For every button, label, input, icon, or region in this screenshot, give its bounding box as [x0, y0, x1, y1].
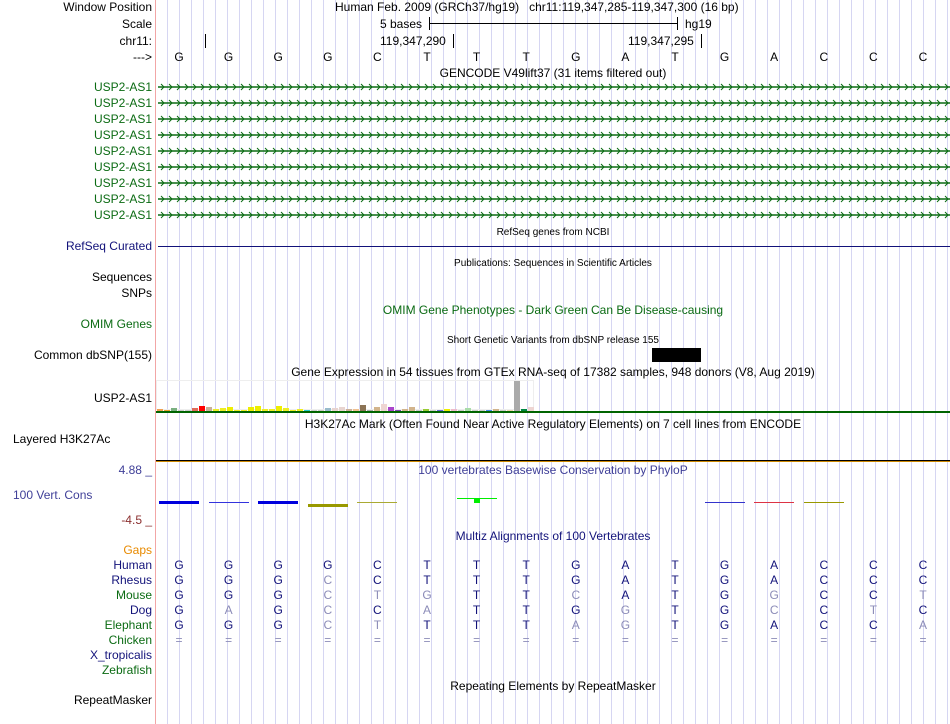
multiz-species-label[interactable]: X_tropicalis: [89, 648, 152, 662]
multiz-base: =: [671, 633, 679, 647]
gencode-transcript[interactable]: [158, 146, 950, 156]
window-position-value: Human Feb. 2009 (GRCh37/hg19) chr11:119,347,285-119,347,300 (16 bp): [335, 0, 739, 14]
repeatmasker-title[interactable]: Repeating Elements by RepeatMasker: [450, 679, 656, 693]
gencode-item-label[interactable]: USP2-AS1: [93, 176, 152, 190]
multiz-base: C: [769, 603, 779, 617]
multiz-base: C: [323, 603, 333, 617]
multiz-base: T: [522, 588, 530, 602]
multiz-base: C: [869, 558, 878, 572]
multiz-base: =: [721, 633, 729, 647]
guide-line: [659, 0, 660, 724]
multiz-base: A: [571, 618, 580, 632]
multiz-base: =: [423, 633, 431, 647]
multiz-base: G: [620, 618, 631, 632]
multiz-base: G: [223, 618, 234, 632]
multiz-base: T: [472, 558, 481, 572]
guide-line: [287, 0, 288, 724]
multiz-base: A: [422, 603, 431, 617]
multiz-base: G: [273, 573, 283, 587]
multiz-base: G: [174, 588, 184, 602]
multiz-base: G: [273, 558, 283, 572]
multiz-base: C: [918, 573, 928, 587]
guide-line: [647, 0, 648, 724]
phylop-score-mark[interactable]: [159, 501, 199, 504]
gtex-plot-frame: [156, 380, 534, 410]
base-letter: C: [373, 50, 382, 64]
phylop-label[interactable]: 100 Vert. Cons: [13, 488, 93, 502]
multiz-base: T: [522, 603, 530, 617]
multiz-base: A: [621, 558, 630, 572]
phylop-title[interactable]: 100 vertebrates Basewise Conservation by PhyloP: [418, 463, 688, 477]
phylop-score-mark[interactable]: [308, 504, 348, 507]
gencode-item-label[interactable]: USP2-AS1: [93, 112, 152, 126]
multiz-base: T: [373, 588, 382, 602]
guide-line: [263, 0, 264, 724]
guide-line: [515, 0, 516, 724]
multiz-base: =: [621, 633, 629, 647]
multiz-base: G: [223, 588, 234, 602]
multiz-base: A: [770, 558, 779, 572]
multiz-base: G: [273, 603, 283, 617]
base-letter: T: [671, 50, 679, 64]
refseq-gene-line[interactable]: [158, 246, 950, 247]
multiz-base: T: [671, 588, 679, 602]
label-divider: [155, 0, 156, 724]
gencode-transcript[interactable]: [158, 130, 950, 140]
guide-line: [791, 0, 792, 724]
multiz-base: C: [918, 603, 928, 617]
multiz-base: G: [571, 558, 581, 572]
multiz-species-label[interactable]: Zebrafish: [101, 663, 152, 677]
multiz-base: G: [719, 558, 730, 572]
guide-line: [311, 0, 312, 724]
base-letter: G: [719, 50, 730, 64]
gtex-tissue-bar[interactable]: [381, 404, 387, 411]
guide-line: [251, 0, 252, 724]
gencode-item-label[interactable]: USP2-AS1: [93, 144, 152, 158]
multiz-base: G: [719, 618, 730, 632]
repeatmasker-label[interactable]: RepeatMasker: [73, 693, 152, 707]
multiz-base: =: [324, 633, 332, 647]
multiz-base: =: [373, 633, 381, 647]
base-letter: C: [869, 50, 878, 64]
coord-tick-290: [453, 34, 454, 48]
multiz-base: C: [869, 573, 878, 587]
guide-line: [407, 0, 408, 724]
publications-label-line2[interactable]: SNPs: [121, 286, 152, 300]
guide-line: [695, 0, 696, 724]
multiz-base: C: [819, 588, 829, 602]
guide-line: [539, 0, 540, 724]
guide-line: [203, 0, 204, 724]
window-position-label: Window Position: [63, 0, 152, 14]
multiz-base: T: [522, 573, 530, 587]
multiz-base: G: [174, 603, 184, 617]
gencode-item-label[interactable]: USP2-AS1: [93, 80, 152, 94]
multiz-base: C: [571, 588, 581, 602]
multiz-base: C: [819, 603, 829, 617]
guide-line: [839, 0, 840, 724]
gtex-label[interactable]: USP2-AS1: [93, 391, 152, 405]
multiz-base: =: [522, 633, 530, 647]
guide-line: [443, 0, 444, 724]
multiz-base: G: [571, 573, 581, 587]
gencode-item-label[interactable]: USP2-AS1: [93, 208, 152, 222]
multiz-base: C: [373, 603, 382, 617]
guide-line: [743, 0, 744, 724]
multiz-base: T: [671, 558, 679, 572]
multiz-base: C: [918, 558, 928, 572]
refseq-label[interactable]: RefSeq Curated: [65, 239, 152, 253]
guide-line: [947, 0, 948, 724]
gencode-transcript[interactable]: [158, 210, 950, 220]
multiz-base: G: [422, 588, 432, 602]
h3k27ac-baseline-color: [156, 461, 950, 462]
multiz-base: G: [571, 603, 581, 617]
phylop-score-mark[interactable]: [754, 502, 794, 503]
gencode-transcript[interactable]: [158, 82, 950, 92]
guide-line: [599, 0, 600, 724]
multiz-base: T: [472, 588, 481, 602]
multiz-base: T: [373, 618, 382, 632]
multiz-base: =: [869, 633, 877, 647]
base-letter: G: [174, 50, 184, 64]
base-letter: A: [770, 50, 779, 64]
scale-bar-right-tick: [677, 17, 678, 30]
scale-label: Scale: [121, 17, 152, 31]
gencode-transcript[interactable]: [158, 98, 950, 108]
coord-tick-285: [205, 34, 206, 48]
gencode-item-label[interactable]: USP2-AS1: [93, 160, 152, 174]
multiz-species-label[interactable]: Chicken: [108, 633, 152, 647]
multiz-base: =: [473, 633, 481, 647]
guide-line: [803, 0, 804, 724]
guide-line: [395, 0, 396, 724]
base-letter: G: [323, 50, 333, 64]
gencode-transcript[interactable]: [158, 114, 950, 124]
guide-line: [683, 0, 684, 724]
gtex-title[interactable]: Gene Expression in 54 tissues from GTEx RNA-seq of 17382 samples, 948 donors (V8, Aug 2019): [291, 365, 815, 379]
dbsnp-title[interactable]: Short Genetic Variants from dbSNP release 155: [447, 335, 659, 346]
gtex-baseline: [156, 411, 950, 413]
dbsnp-label[interactable]: Common dbSNP(155): [33, 348, 152, 362]
multiz-base: T: [423, 618, 431, 632]
multiz-base: C: [323, 588, 333, 602]
phylop-score-mark[interactable]: [705, 502, 745, 503]
guide-line: [611, 0, 612, 724]
phylop-peak-mark[interactable]: [474, 498, 480, 503]
phylop-score-mark[interactable]: [209, 502, 249, 503]
multiz-base: =: [274, 633, 282, 647]
gencode-transcript[interactable]: [158, 162, 950, 172]
scale-assembly: hg19: [685, 17, 712, 31]
multiz-base: A: [770, 618, 779, 632]
multiz-species-label[interactable]: Mouse: [115, 588, 152, 602]
multiz-base: T: [671, 618, 679, 632]
omim-label[interactable]: OMIM Genes: [80, 317, 152, 331]
multiz-base: A: [770, 573, 779, 587]
guide-line: [887, 0, 888, 724]
scale-value: 5 bases: [380, 17, 423, 31]
multiz-base: C: [869, 588, 878, 602]
multiz-base: =: [175, 633, 183, 647]
strand-label: --->: [133, 50, 152, 64]
coord-left: 119,347,290: [380, 34, 446, 48]
base-letter: G: [273, 50, 283, 64]
multiz-base: =: [225, 633, 233, 647]
multiz-base: T: [472, 603, 481, 617]
guide-line: [587, 0, 588, 724]
gencode-transcript[interactable]: [158, 194, 950, 204]
multiz-base: C: [819, 573, 829, 587]
multiz-base: G: [273, 618, 283, 632]
guide-line: [935, 0, 936, 724]
multiz-base: G: [174, 558, 184, 572]
multiz-species-label[interactable]: Rhesus: [111, 573, 152, 587]
base-letter: T: [472, 50, 481, 64]
multiz-base: =: [919, 633, 927, 647]
guide-line: [467, 0, 468, 724]
multiz-base: A: [918, 618, 927, 632]
multiz-base: G: [719, 588, 730, 602]
phylop-min-label: -4.5 _: [121, 513, 152, 527]
dbsnp-variant[interactable]: [652, 348, 701, 362]
multiz-species-label[interactable]: Elephant: [104, 618, 152, 632]
multiz-base: G: [273, 588, 283, 602]
coord-right: 119,347,295: [628, 34, 694, 48]
multiz-base: C: [373, 573, 382, 587]
multiz-base: T: [472, 573, 481, 587]
multiz-base: G: [174, 573, 184, 587]
multiz-base: T: [472, 618, 481, 632]
guide-line: [707, 0, 708, 724]
base-letter: G: [571, 50, 581, 64]
h3k27ac-label[interactable]: Layered H3K27Ac: [13, 432, 111, 446]
gencode-transcript[interactable]: [158, 178, 950, 188]
multiz-base: =: [572, 633, 580, 647]
multiz-base: T: [869, 603, 878, 617]
guide-line: [299, 0, 300, 724]
multiz-base: C: [819, 618, 829, 632]
gencode-item-label[interactable]: USP2-AS1: [93, 96, 152, 110]
base-letter: T: [522, 50, 530, 64]
multiz-base: C: [819, 558, 829, 572]
coord-tick-295: [701, 34, 702, 48]
multiz-base: C: [323, 618, 333, 632]
guide-line: [911, 0, 912, 724]
guide-line: [563, 0, 564, 724]
multiz-base: G: [719, 573, 730, 587]
guide-line: [215, 0, 216, 724]
guide-line: [635, 0, 636, 724]
base-letter: A: [621, 50, 630, 64]
multiz-base: T: [522, 618, 530, 632]
h3k27ac-title[interactable]: H3K27Ac Mark (Often Found Near Active Regulatory Elements) on 7 cell lines from ENCODE: [304, 417, 802, 431]
multiz-title[interactable]: Multiz Alignments of 100 Vertebrates: [455, 529, 651, 543]
publications-label-line1[interactable]: Sequences: [91, 270, 152, 284]
guide-line: [851, 0, 852, 724]
gencode-item-label[interactable]: USP2-AS1: [93, 128, 152, 142]
multiz-base: G: [223, 573, 234, 587]
guide-line: [239, 0, 240, 724]
phylop-score-mark[interactable]: [357, 502, 397, 503]
multiz-base: T: [919, 588, 927, 602]
gtex-tissue-bar[interactable]: [514, 381, 520, 411]
multiz-base: G: [620, 603, 631, 617]
publications-title[interactable]: Publications: Sequences in Scientific Articles: [454, 258, 652, 269]
chrom-label: chr11:: [119, 34, 152, 48]
multiz-base: G: [719, 603, 730, 617]
multiz-base: G: [223, 558, 234, 572]
multiz-base: =: [820, 633, 828, 647]
gencode-title[interactable]: GENCODE V49lift37 (31 items filtered out): [439, 66, 667, 80]
guide-line: [359, 0, 360, 724]
guide-line: [347, 0, 348, 724]
guide-line: [191, 0, 192, 724]
base-letter: C: [918, 50, 928, 64]
multiz-base: C: [323, 573, 333, 587]
multiz-base: T: [423, 558, 431, 572]
phylop-score-mark[interactable]: [258, 501, 298, 504]
multiz-base: T: [423, 573, 431, 587]
guide-line: [899, 0, 900, 724]
multiz-base: G: [174, 618, 184, 632]
guide-line: [503, 0, 504, 724]
base-letter: T: [423, 50, 431, 64]
multiz-base: A: [621, 573, 630, 587]
guide-line: [491, 0, 492, 724]
phylop-max-label: 4.88 _: [118, 463, 152, 477]
multiz-base: T: [522, 558, 530, 572]
omim-title[interactable]: OMIM Gene Phenotypes - Dark Green Can Be Disease-causing: [382, 303, 724, 317]
base-letter: C: [819, 50, 829, 64]
phylop-score-mark[interactable]: [804, 502, 844, 503]
multiz-base: A: [621, 588, 630, 602]
guide-line: [755, 0, 756, 724]
multiz-base: G: [323, 558, 333, 572]
guide-line: [551, 0, 552, 724]
multiz-species-label[interactable]: Dog: [129, 603, 152, 617]
guide-line: [455, 0, 456, 724]
scale-bar: [429, 23, 678, 24]
multiz-base: C: [373, 558, 382, 572]
multiz-base: G: [769, 588, 779, 602]
multiz-base: T: [671, 603, 679, 617]
multiz-base: A: [224, 603, 233, 617]
refseq-title[interactable]: RefSeq genes from NCBI: [496, 227, 610, 238]
multiz-base: =: [770, 633, 778, 647]
base-letter: G: [223, 50, 234, 64]
multiz-base: C: [869, 618, 878, 632]
guide-line: [863, 0, 864, 724]
guide-line: [167, 0, 168, 724]
guide-line: [335, 0, 336, 724]
multiz-base: T: [671, 573, 679, 587]
multiz-gaps-label[interactable]: Gaps: [123, 543, 152, 557]
gencode-item-label[interactable]: USP2-AS1: [93, 192, 152, 206]
multiz-species-label[interactable]: Human: [113, 558, 152, 572]
